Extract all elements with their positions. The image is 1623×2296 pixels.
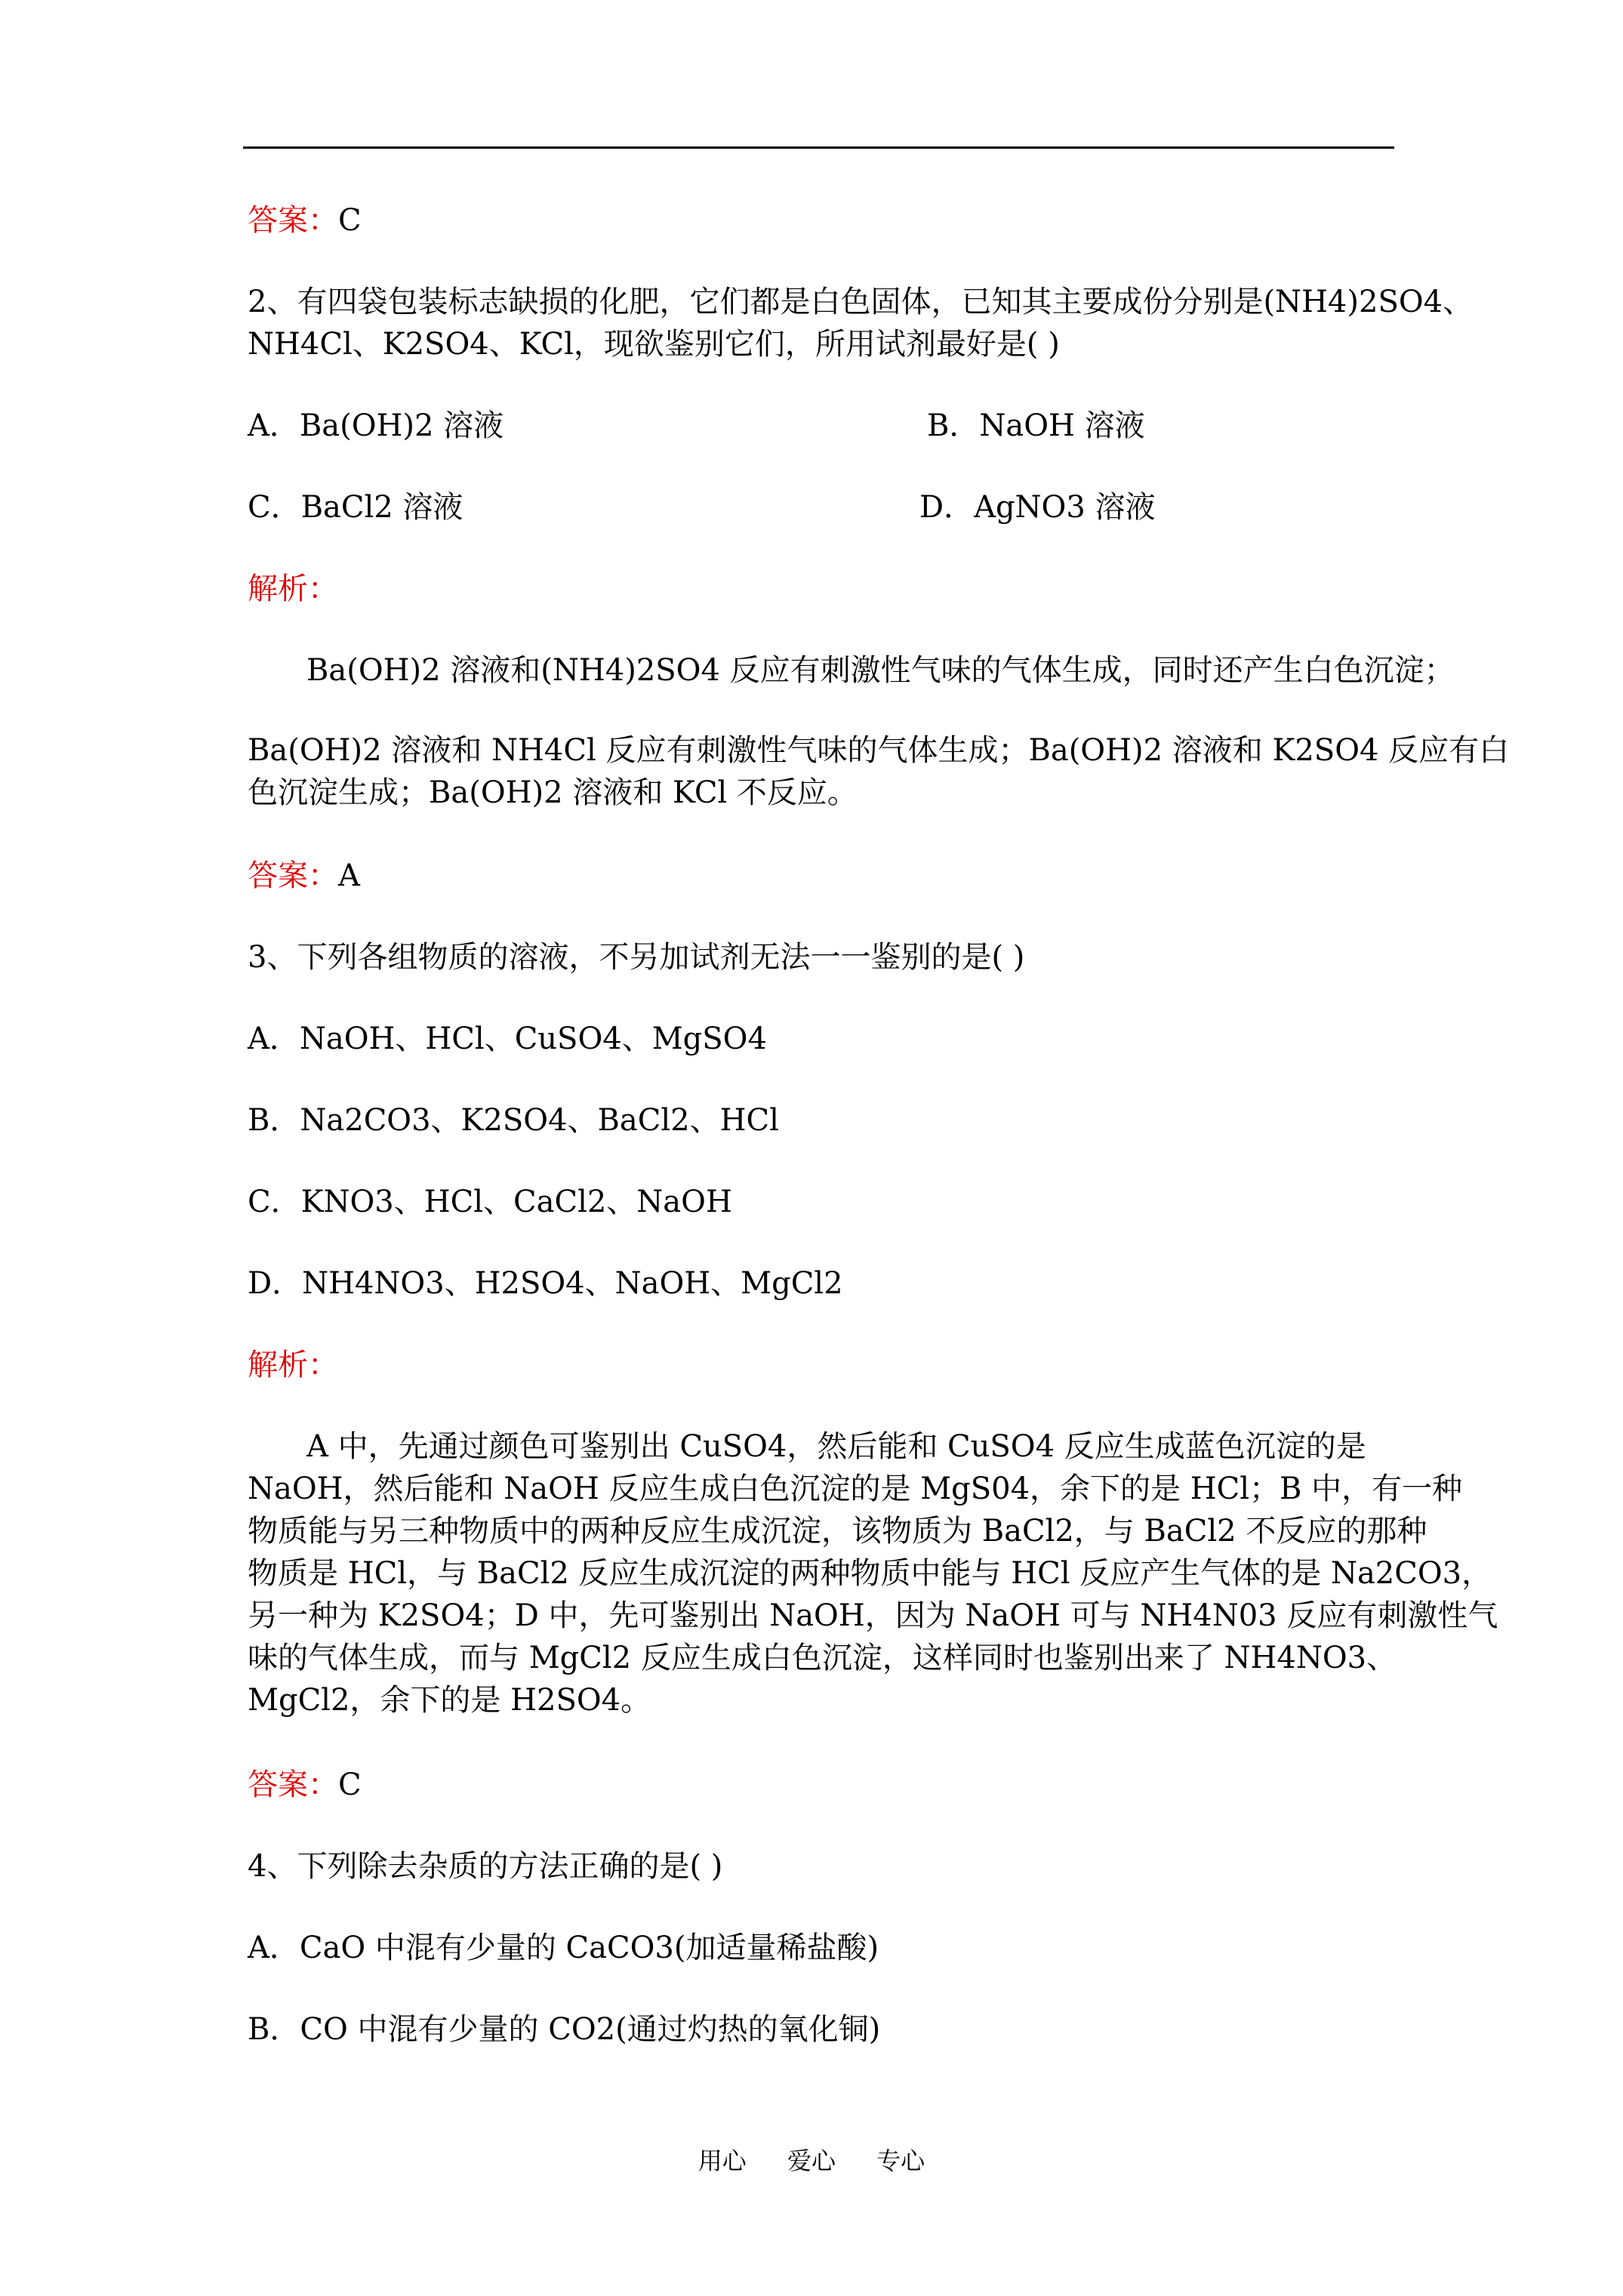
answer-label: 答案： [248, 1767, 338, 1802]
footer-word: 爱心 [787, 2147, 836, 2175]
page-footer [0, 2144, 1623, 2177]
option-d: D．AgNO3 溶液 [919, 490, 1156, 525]
option-b: B．NaOH 溶液 [927, 408, 1145, 443]
analysis-line: 物质能与另三种物质中的两种反应生成沉淀，该物质为 BaCl2，与 BaCl2 不反应的那种 [248, 1514, 1427, 1549]
analysis-label: 解析： [248, 572, 338, 606]
question-2 [248, 281, 1474, 365]
answer-2 [248, 855, 360, 897]
analysis-line: Ba(OH)2 溶液和 NH4Cl 反应有刺激性气味的气体生成；Ba(OH)2 溶液和 K2SO4 反应有白 [248, 733, 1510, 768]
analysis-label: 解析： [248, 1348, 338, 1382]
analysis-line: 另一种为 K2SO4；D 中，先可鉴别出 NaOH，因为 NaOH 可与 NH4N03 反应有刺激性气 [248, 1598, 1498, 1633]
question-4: 4、下列除去杂质的方法正确的是( ) [248, 1849, 723, 1884]
answer-value: C [338, 1767, 362, 1802]
answer-3 [248, 1764, 362, 1806]
analysis-line: MgCl2，余下的是 H2SO4。 [248, 1683, 651, 1718]
option-c: C．KNO3、HCl、CaCl2、NaOH [248, 1185, 732, 1219]
question-line: NH4Cl、K2SO4、KCl，现欲鉴别它们，所用试剂最好是( ) [248, 327, 1060, 362]
answer-value: C [338, 203, 362, 238]
option-a: A．CaO 中混有少量的 CaCO3(加适量稀盐酸) [248, 1931, 879, 1965]
analysis-line: 味的气体生成，而与 MgCl2 反应生成白色沉淀，这样同时也鉴别出来了 NH4NO3、 [248, 1641, 1397, 1675]
option-row [248, 405, 1145, 447]
question-3: 3、下列各组物质的溶液，不另加试剂无法一一鉴别的是( ) [248, 940, 1025, 975]
question-line: 2、有四袋包装标志缺损的化肥，它们都是白色固体，已知其主要成份分别是(NH4)2SO4、 [248, 285, 1474, 319]
option-b: B．Na2CO3、K2SO4、BaCl2、HCl [248, 1103, 779, 1138]
answer-label: 答案： [248, 858, 338, 893]
analysis-line: A 中，先通过颜色可鉴别出 CuSO4，然后能和 CuSO4 反应生成蓝色沉淀的是 [306, 1429, 1366, 1464]
footer-word: 用心 [698, 2147, 747, 2175]
option-a: A．NaOH、HCl、CuSO4、MgSO4 [248, 1022, 767, 1056]
answer-value: A [338, 858, 360, 893]
analysis-line: 物质是 HCl，与 BaCl2 反应生成沉淀的两种物质中能与 HCl 反应产生气体的是 Na2CO3， [248, 1556, 1492, 1591]
option-c: C．BaCl2 溶液 [248, 490, 463, 525]
analysis-paragraph [248, 1425, 1498, 1721]
analysis-line: Ba(OH)2 溶液和(NH4)2SO4 反应有刺激性气味的气体生成，同时还产生白色沉淀； [306, 653, 1455, 688]
option-d: D．NH4NO3、H2SO4、NaOH、MgCl2 [248, 1266, 843, 1301]
footer-word: 专心 [876, 2147, 925, 2175]
answer-label: 答案： [248, 203, 338, 238]
analysis-line: 色沉淀生成；Ba(OH)2 溶液和 KCl 不反应。 [248, 775, 858, 810]
analysis-paragraph [248, 729, 1510, 814]
option-row [248, 486, 1156, 529]
option-b: B．CO 中混有少量的 CO2(通过灼热的氧化铜) [248, 2012, 881, 2047]
header-rule [243, 146, 1394, 149]
answer-1 [248, 199, 362, 242]
option-a: A．Ba(OH)2 溶液 [248, 408, 504, 443]
analysis-line: NaOH，然后能和 NaOH 反应生成白色沉淀的是 MgS04，余下的是 HCl；B 中，有一种 [248, 1472, 1463, 1506]
